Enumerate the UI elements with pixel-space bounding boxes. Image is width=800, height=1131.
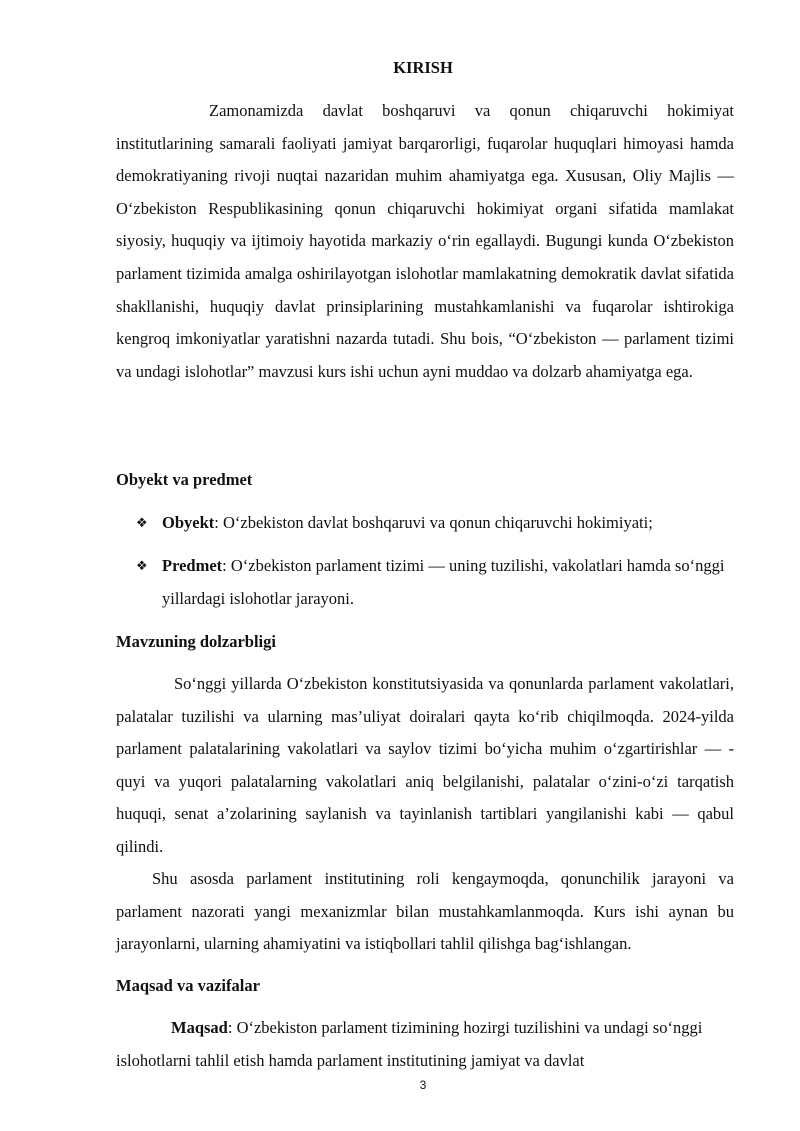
- page-number: 3: [419, 1078, 427, 1092]
- bullet-item-object: [136, 506, 736, 539]
- diamond-bullet-icon: ❖: [136, 558, 148, 573]
- relevance-paragraph-1: So‘nggi yillarda O‘zbekiston konstitutsiyasida va qonunlarda parlament vakolatlari, palatalar tuzilishi va ularning mas’uliyat doiralari qayta ko‘rib chiqilmoqda. 2024-yilda parlament palatalarining vakolatlari va saylov tizimi bo‘yicha muhim o‘zgartirishlar — - quyi va yuqori palatalarning vakolatlari aniq belgilanishi, palatalar o‘zini-o‘zi tarqatish huquqi, senat a’zolarining saylanish va tayinlanish tartiblari yangilanishi kabi — qabul qilindi.: [116, 674, 734, 856]
- section-heading-relevance: Mavzuning dolzarbligi: [116, 632, 276, 651]
- relevance-paragraph-2: Shu asosda parlament institutining roli kengaymoqda, qonunchilik jarayoni va parlament nazorati yangi mexanizmlar bilan mustahkamlanmoqda. Kurs ishi aynan bu jarayonlarni, ularning ahamiyatini va istiqbollari tahlil qilishga bag‘ishlangan.: [116, 869, 734, 954]
- intro-paragraph: Zamonamizda davlat boshqaruvi va qonun chiqaruvchi hokimiyat institutlarining samarali faoliyati jamiyat barqarorligi, fuqarolar huquqlari himoyasi hamda demokratiyaning rivoji nuqtai nazaridan muhim ahamiyatga ega. Xususan, Oliy Majlis — O‘zbekiston Respublikasining qonun chiqaruvchi hokimiyat organi sifatida mamlakat siyosiy, huquqiy va ijtimoiy hayotida markaziy o‘rin egallaydi. Bugungi kunda O‘zbekiston parlament tizimida amalga oshirilayotgan islohotlar mamlakatning demokratik davlat sifatida shakllanishi, huquqiy davlat prinsiplarining mustahkamlanishi va fuqarolar ishtirokiga kengroq imkoniyatlar yaratishni nazarda tutadi. Shu bois, “O‘zbekiston — parlament tizimi va undagi islohotlar” mavzusi kurs ishi uchun ayni muddao va dolzarb ahamiyatga ega.: [116, 101, 734, 381]
- bullet-text: Predmet: O‘zbekiston parlament tizimi — uning tuzilishi, vakolatlari hamda so‘nggi yillardagi islohotlar jarayoni.: [162, 556, 725, 608]
- page-title: KIRISH: [393, 58, 453, 77]
- diamond-bullet-icon: ❖: [136, 515, 148, 530]
- goal-paragraph: Maqsad: O‘zbekiston parlament tizimining hozirgi tuzilishini va undagi so‘nggi islohotlarni tahlil etish hamda parlament institutining jamiyat va davlat: [116, 1018, 703, 1070]
- section-heading-object: Obyekt va predmet: [116, 470, 253, 489]
- bullet-text: Obyekt: O‘zbekiston davlat boshqaruvi va qonun chiqaruvchi hokimiyati;: [162, 513, 653, 532]
- bullet-item-subject: [136, 549, 736, 615]
- section-heading-goals: Maqsad va vazifalar: [116, 976, 260, 995]
